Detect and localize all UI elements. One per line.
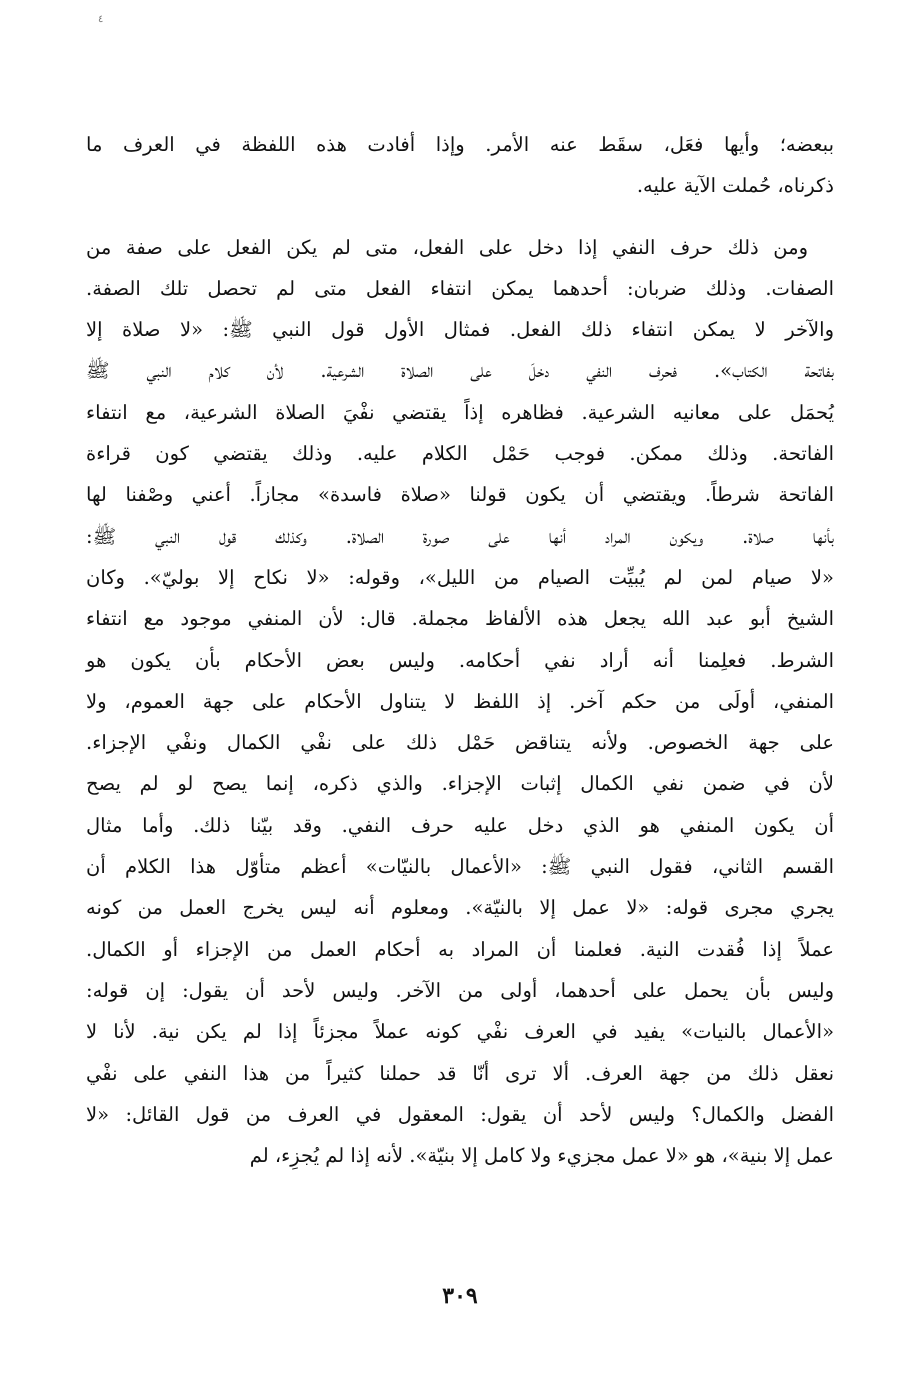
text-line: الشيخ أبو عبد الله يجعل هذه الألفاظ مجملة. قال: لأن المنفي موجود مع انتفاء: [86, 607, 834, 631]
paragraph: [86, 227, 834, 1177]
paragraph-gap: [86, 207, 834, 227]
text-line: وليس بأن يحمل على أحدهما، أولى من الآخر. وليس لأحد أن يقول: إن قوله:: [86, 978, 834, 1002]
text-line: ومن ذلك حرف النفي إذا دخل على الفعل، متى لم يكن الفعل على صفة من: [86, 235, 808, 259]
text-line: القسم الثاني، فقول النبي ﷺ: «الأعمال بالنيّات» أعظم متأوّل هذا الكلام أن: [86, 855, 834, 879]
body-text: [86, 124, 834, 1176]
text-line: عملاً إذا فُقدت النية. فعلمنا أن المراد به أحكام العمل من الإجزاء أو الكمال.: [86, 937, 834, 961]
text-line: ذكرناه، حُملت الآية عليه.: [636, 174, 834, 198]
text-line: نعقل ذلك من جهة العرف. ألا ترى أنّا قد حملنا كثيراً من هذا النفي على نفْي: [86, 1061, 834, 1085]
text-line: «لا صيام لمن لم يُبيِّت الصيام من الليل»، وقوله: «لا نكاح إلا بوليّ». وكان: [86, 565, 834, 589]
paragraph: [86, 124, 834, 207]
text-line: لأن في ضمن نفي الكمال إثبات الإجزاء. والذي ذكره، إنما يصح لو لم يصح: [86, 772, 834, 796]
text-line: أن يكون المنفي هو الذي دخل عليه حرف النفي. وقد بيّنا ذلك. وأما مثال: [86, 813, 834, 837]
text-line: المنفي، أولَى من حكم آخر. إذ اللفظ لا يتناول الأحكام على جهة العموم، ولا: [86, 689, 834, 713]
text-line: بفاتحة الكتاب». فحرف النفي دخلَ على الصلاة الشرعية. لأن كلام النبي ﷺ: [86, 359, 834, 383]
text-line: الصفات. وذلك ضربان: أحدهما يمكن انتفاء الفعل متى لم تحصل تلك الصفة.: [86, 276, 834, 300]
text-line: بأنها صلاة. ويكون المراد أنها على صورة الصلاة. وكذلك قول النبي ﷺ:: [86, 524, 834, 548]
text-line: الفاتحة شرطاً. ويقتضي أن يكون قولنا «صلاة فاسدة» مجازاً. أعني وصْفنا لها: [86, 483, 834, 507]
text-line: الفضل والكمال؟ وليس لأحد أن يقول: المعقول في العرف من قول القائل: «لا: [86, 1102, 834, 1126]
text-line: الشرط. فعلِمنا أنه أراد نفي أحكامه. وليس بعض الأحكام بأن يكون هو: [86, 648, 834, 672]
page-number: ٣٠٩: [442, 1283, 478, 1309]
corner-mark: ٤: [98, 14, 104, 25]
text-line: عمل إلا بنية»، هو «لا عمل مجزيء ولا كامل إلا بنيّة». لأنه إذا لم يُجزِء، لم: [249, 1144, 834, 1168]
text-line: «الأعمال بالنيات» يفيد في العرف نفْي كونه عملاً مجزئاً إذا لم يكن نية. لأنا لا: [86, 1020, 834, 1044]
text-line: على جهة الخصوص. ولأنه يتناقض حَمْل ذلك على نفْي الكمال ونفْي الإجزاء.: [86, 731, 834, 755]
text-line: الفاتحة. وذلك ممكن. فوجب حَمْل الكلام عليه. وذلك يقتضي كون قراءة: [86, 442, 834, 466]
text-line: يجري مجرى قوله: «لا عمل إلا بالنيّة». ومعلوم أنه ليس يخرج العمل من كونه: [86, 896, 834, 920]
text-line: ببعضه؛ وأيها فعَل، سقَط عنه الأمر. وإذا أفادت هذه اللفظة في العرف ما: [86, 133, 834, 156]
text-line: والآخر لا يمكن انتفاء ذلك الفعل. فمثال الأول قول النبي ﷺ: «لا صلاة إلا: [86, 318, 834, 342]
text-line: يُحمَل على معانيه الشرعية. فظاهره إذاً يقتضي نفْيَ الصلاة الشرعية، مع انتفاء: [86, 400, 834, 424]
